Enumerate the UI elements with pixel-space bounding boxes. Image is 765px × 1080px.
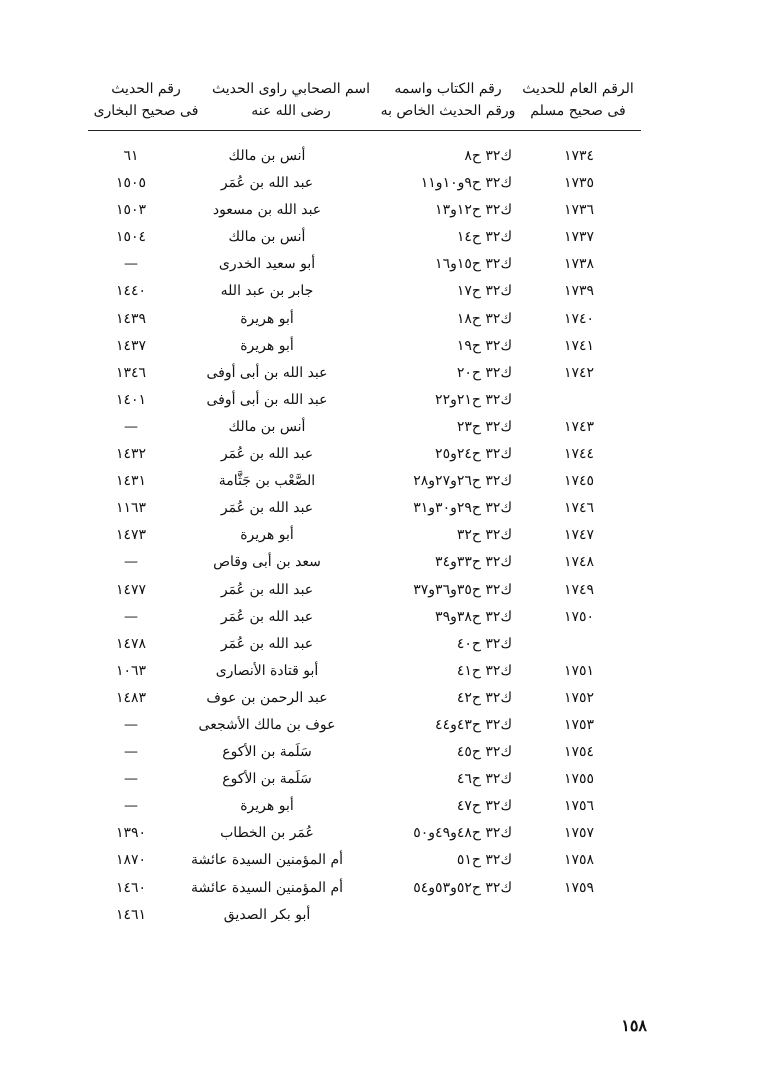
- cell-bukhari-number: ١٤٧٨: [115, 635, 147, 652]
- cell-bukhari-number: ٦١: [123, 148, 139, 164]
- cell-bukhari-number: ١٤٧٧: [115, 581, 147, 598]
- table-row: [90, 685, 638, 712]
- cell-bukhari-number: —: [124, 716, 138, 733]
- cell-muslim-number: ١٧٣٤: [563, 148, 595, 164]
- cell-bukhari-number: —: [124, 418, 138, 435]
- cell-bukhari-number: —: [124, 554, 138, 571]
- cell-narrator: سعد بن أبى وقاص: [213, 554, 321, 571]
- cell-muslim-number: ١٧٥٩: [563, 879, 595, 896]
- table-row: [90, 495, 638, 522]
- cell-muslim-number: ١٧٣٦: [563, 202, 595, 219]
- cell-book-hadith: ك٣٢ ح٢٤و٢٥: [435, 446, 512, 463]
- cell-narrator: عبد الله بن عُمَر: [220, 500, 314, 517]
- cell-book-hadith: ك٣٢ ح٣٢: [456, 527, 512, 544]
- table-row: [90, 875, 638, 902]
- table-row: [90, 170, 638, 197]
- cell-muslim-number: ١٧٥٣: [563, 716, 595, 733]
- cell-book-hadith: ك٣٢ ح٣٨و٣٩: [435, 608, 512, 625]
- table-row: [90, 631, 638, 658]
- cell-muslim-number: ١٧٤٣: [563, 418, 595, 435]
- cell-muslim-number: ١٧٥٥: [563, 771, 595, 788]
- cell-bukhari-number: ١٣٩٠: [115, 825, 147, 842]
- cell-muslim-number: ١٧٣٥: [563, 175, 595, 192]
- cell-book-hadith: ك٣٢ ح٣٥و٣٦و٣٧: [413, 581, 512, 598]
- cell-muslim-number: ١٧٥٦: [563, 798, 595, 815]
- cell-book-hadith: ك٣٢ ح٩و١٠و١١: [420, 175, 512, 192]
- cell-book-hadith: ك٣٢ ح٢١و٢٢: [435, 391, 512, 408]
- cell-narrator: عبد الله بن عُمَر: [220, 608, 314, 625]
- cell-muslim-number: ١٧٥٤: [563, 744, 595, 761]
- cell-book-hadith: ك٣٢ ح٤٢: [456, 689, 512, 706]
- cell-narrator: عبد الله بن عُمَر: [220, 635, 314, 652]
- cell-narrator: أم المؤمنين السيدة عائشة: [190, 879, 344, 896]
- cell-book-hadith: ك٣٢ ح٢٣: [456, 418, 512, 435]
- cell-book-hadith: ك٣٢ ح٢٦و٢٧و٢٨: [413, 473, 512, 490]
- cell-narrator: أبو هريرة: [240, 798, 294, 815]
- cell-muslim-number: ١٧٤٥: [563, 473, 595, 490]
- cell-book-hadith: ك٣٢ ح٢٠: [456, 364, 512, 381]
- cell-narrator: سَلَمة بن الأكوع: [222, 771, 312, 788]
- table-row: [90, 522, 638, 549]
- cell-muslim-number: ١٧٥٢: [563, 689, 595, 706]
- table-row: [90, 306, 638, 333]
- cell-narrator: عبد الله بن عُمَر: [220, 581, 314, 598]
- cell-muslim-number: ١٧٥٠: [563, 608, 595, 625]
- cell-book-hadith: ك٣٢ ح٤١: [456, 662, 512, 679]
- cell-bukhari-number: —: [124, 608, 138, 625]
- table-row: [90, 468, 638, 495]
- header-general-number: الرقم العام للحديث فى صحيح مسلم: [522, 81, 634, 119]
- cell-narrator: جابر بن عبد الله: [220, 283, 314, 300]
- cell-book-hadith: [362, 902, 512, 929]
- cell-bukhari-number: —: [124, 744, 138, 761]
- cell-bukhari-number: ١١٦٣: [115, 500, 147, 517]
- cell-book-hadith: ك٣٢ ح٥٢و٥٣و٥٤: [413, 879, 512, 896]
- cell-book-hadith: ك٣٢ ح١٩: [456, 337, 512, 354]
- table-row: [90, 604, 638, 631]
- header-bukhari-number: رقم الحديث فى صحيح البخارى: [93, 81, 199, 119]
- cell-muslim-number: ١٧٤٦: [563, 500, 595, 517]
- cell-book-hadith: ك٣٢ ح١٤: [456, 229, 512, 246]
- cell-bukhari-number: —: [124, 256, 138, 273]
- cell-bukhari-number: ١٥٠٥: [115, 175, 147, 192]
- table-row: [90, 577, 638, 604]
- cell-narrator: أبو هريرة: [240, 310, 294, 327]
- table-row: [90, 441, 638, 468]
- cell-muslim-number: [520, 902, 638, 929]
- cell-book-hadith: ك٣٢ ح٤٣و٤٤: [435, 716, 512, 733]
- cell-bukhari-number: ١٠٦٣: [115, 662, 147, 679]
- cell-bukhari-number: ١٥٠٤: [115, 229, 147, 246]
- table-row: [90, 360, 638, 387]
- cell-narrator: عبد الله بن عُمَر: [220, 175, 314, 192]
- cell-bukhari-number: ١٤٣١: [115, 473, 147, 490]
- cell-muslim-number: ١٧٣٩: [563, 283, 595, 300]
- cell-narrator: أنس بن مالك: [228, 418, 306, 435]
- header-book-number: رقم الكتاب واسمه ورقم الحديث الخاص به: [380, 81, 516, 119]
- table-row: [90, 414, 638, 441]
- cell-narrator: أبو سعيد الخدرى: [218, 256, 316, 273]
- cell-narrator: عبد الرحمن بن عوف: [206, 689, 328, 706]
- cell-book-hadith: ك٣٢ ح٣٣و٣٤: [435, 554, 512, 571]
- cell-book-hadith: ك٣٢ ح٢٩و٣٠و٣١: [413, 500, 512, 517]
- cell-book-hadith: ك٣٢ ح٨: [464, 148, 512, 164]
- table-row: [90, 658, 638, 685]
- cell-muslim-number: ١٧٥٧: [563, 825, 595, 842]
- cell-narrator: سَلَمة بن الأكوع: [222, 744, 312, 761]
- cell-bukhari-number: —: [124, 798, 138, 815]
- cell-bukhari-number: ١٥٠٣: [115, 202, 147, 219]
- table-header: [90, 78, 638, 128]
- cell-bukhari-number: ١٤٤٠: [115, 283, 147, 300]
- table-row: [90, 333, 638, 360]
- header-divider: [88, 130, 641, 131]
- cell-book-hadith: ك٣٢ ح٤٦: [456, 771, 512, 788]
- table-row: [90, 766, 638, 793]
- cell-bukhari-number: ١٤٣٢: [115, 446, 147, 463]
- cell-bukhari-number: ١٤٦٠: [115, 879, 147, 896]
- cell-muslim-number: ١٧٣٧: [563, 229, 595, 246]
- cell-bukhari-number: ١٤٧٣: [115, 527, 147, 544]
- table-row: [90, 847, 638, 874]
- cell-narrator: عبد الله بن عُمَر: [220, 446, 314, 463]
- cell-narrator: أبو قتادة الأنصارى: [215, 662, 319, 679]
- cell-narrator: أبو هريرة: [240, 527, 294, 544]
- table-row: [90, 902, 638, 929]
- cell-muslim-number: ١٧٣٨: [563, 256, 595, 273]
- cell-muslim-number: ١٧٤٨: [563, 554, 595, 571]
- cell-bukhari-number: ١٣٤٦: [115, 364, 147, 381]
- cell-muslim-number: [520, 631, 638, 658]
- cell-bukhari-number: ١٨٧٠: [115, 852, 147, 869]
- cell-book-hadith: ك٣٢ ح١٢و١٣: [435, 202, 512, 219]
- cell-narrator: عبد الله بن مسعود: [212, 202, 322, 219]
- header-narrator: اسم الصحابي راوى الحديث رضى الله عنه: [211, 81, 370, 119]
- cell-book-hadith: ك٣٢ ح٤٨و٤٩و٥٠: [413, 825, 512, 842]
- cell-bukhari-number: ١٤٠١: [115, 391, 147, 408]
- table-row: [90, 143, 638, 170]
- cell-narrator: أنس بن مالك: [228, 229, 306, 246]
- cell-narrator: عبد الله بن أبى أوفى: [206, 391, 328, 408]
- table-row: [90, 549, 638, 576]
- cell-muslim-number: ١٧٤٩: [563, 581, 595, 598]
- cell-book-hadith: ك٣٢ ح٤٥: [456, 744, 512, 761]
- cell-narrator: أبو بكر الصديق: [223, 906, 311, 923]
- cell-muslim-number: ١٧٥٨: [563, 852, 595, 869]
- table-row: [90, 793, 638, 820]
- cell-narrator: عبد الله بن أبى أوفى: [206, 364, 328, 381]
- table-row: [90, 712, 638, 739]
- cell-muslim-number: [520, 387, 638, 414]
- cell-book-hadith: ك٣٢ ح١٨: [456, 310, 512, 327]
- cell-muslim-number: ١٧٤٠: [563, 310, 595, 327]
- table-row: [90, 197, 638, 224]
- cell-narrator: أنس بن مالك: [228, 148, 306, 164]
- cell-book-hadith: ك٣٢ ح٥١: [456, 852, 512, 869]
- table-row: [90, 278, 638, 305]
- cell-bukhari-number: —: [124, 771, 138, 788]
- cell-muslim-number: ١٧٤٤: [563, 446, 595, 463]
- table-row: [90, 251, 638, 278]
- cell-narrator: الصَّعْب بن جَثَّامة: [218, 473, 316, 490]
- table-row: [90, 387, 638, 414]
- table-row: [90, 820, 638, 847]
- cell-muslim-number: ١٧٥١: [563, 662, 595, 679]
- cell-muslim-number: ١٧٤١: [563, 337, 595, 354]
- cell-narrator: أم المؤمنين السيدة عائشة: [190, 852, 344, 869]
- table-row: [90, 739, 638, 766]
- cell-narrator: عوف بن مالك الأشجعى: [198, 716, 336, 733]
- cell-muslim-number: ١٧٤٧: [563, 527, 595, 544]
- cell-narrator: عُمَر بن الخطاب: [220, 825, 314, 842]
- cell-muslim-number: ١٧٤٢: [563, 364, 595, 381]
- table-row: [90, 224, 638, 251]
- cell-book-hadith: ك٣٢ ح١٥و١٦: [435, 256, 512, 273]
- cell-narrator: أبو هريرة: [240, 337, 294, 354]
- cell-bukhari-number: ١٤٦١: [115, 906, 147, 923]
- cell-bukhari-number: ١٤٨٣: [115, 689, 147, 706]
- cell-book-hadith: ك٣٢ ح١٧: [456, 283, 512, 300]
- table-body: [90, 143, 638, 929]
- cell-book-hadith: ك٣٢ ح٤٧: [456, 798, 512, 815]
- cell-bukhari-number: ١٤٣٩: [115, 310, 147, 327]
- page-number: ١٥٨: [621, 1016, 647, 1035]
- cell-book-hadith: ك٣٢ ح٤٠: [456, 635, 512, 652]
- cell-bukhari-number: ١٤٣٧: [115, 337, 147, 354]
